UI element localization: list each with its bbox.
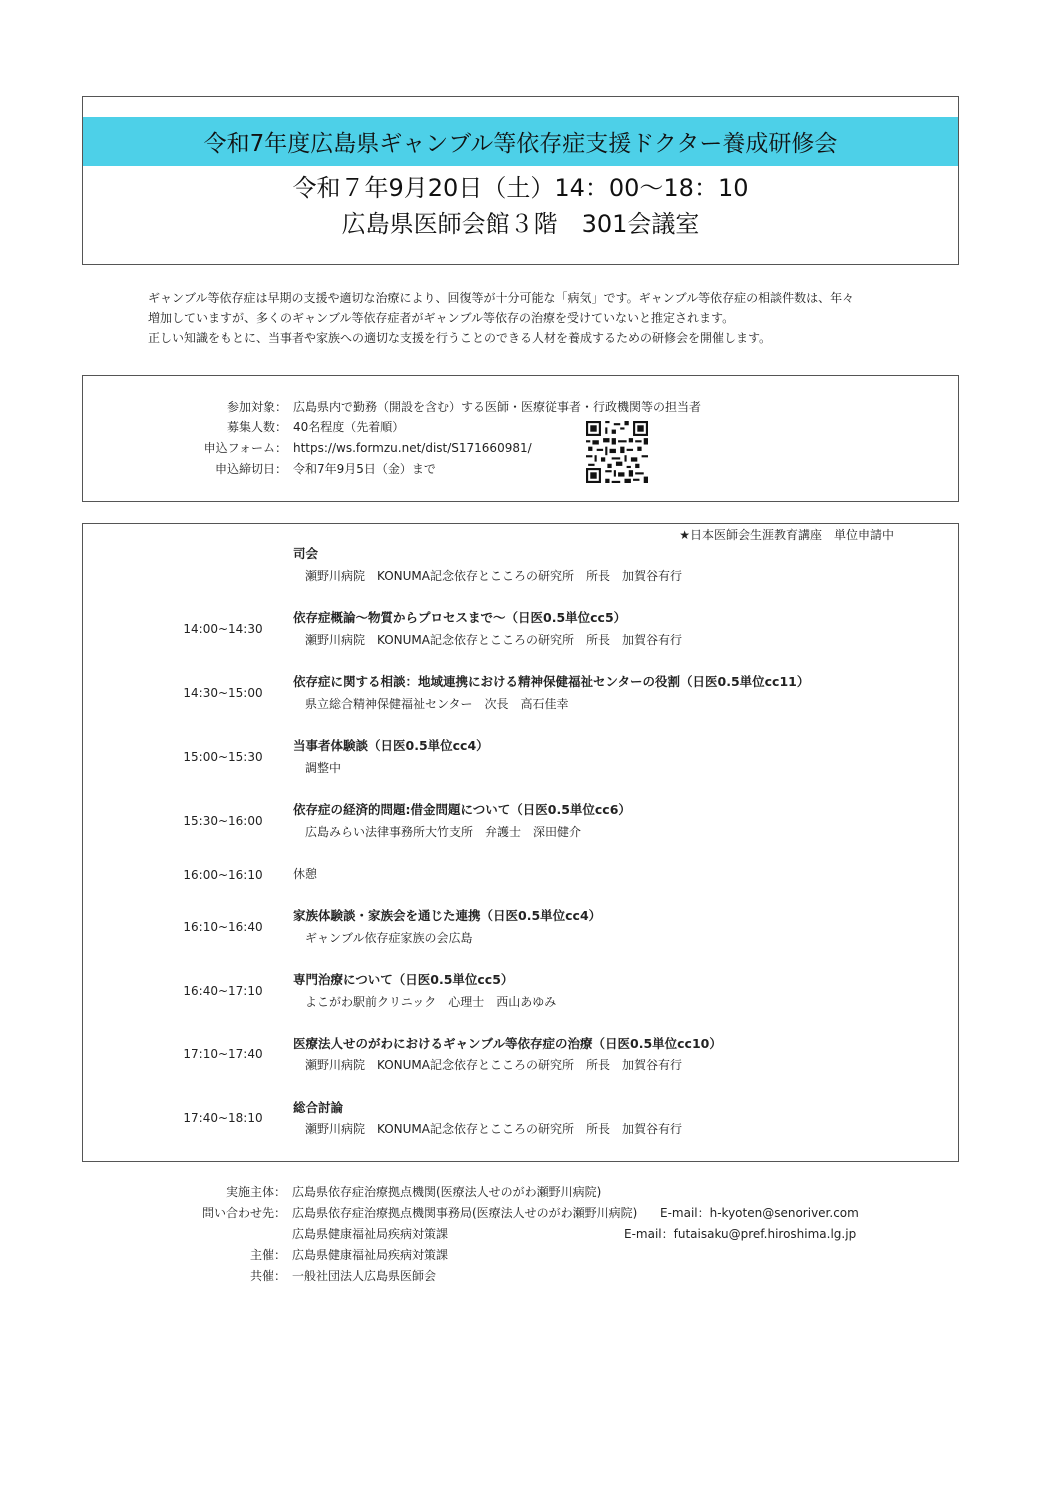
footer-value: 広島県依存症治療拠点機関(医療法人せのがわ瀬野川病院) (292, 1185, 602, 1199)
footer-label: 実施主体： (225, 1185, 286, 1199)
intro-line: 増加していますが、多くのギャンブル等依存症者がギャンブル等依存の治療を受けていないと推定されます。 (148, 311, 735, 325)
event-title: 令和7年度広島県ギャンブル等依存症支援ドクター養成研修会 (83, 117, 958, 166)
slot-time: 16:40~17:10 (183, 984, 263, 998)
slot-speaker: 広島みらい法律事務所大竹支所 弁護士 深田健介 (305, 825, 582, 839)
info-value: 広島県内で勤務（開設を含む）する医師・医療従事者・行政機関等の担当者 (293, 400, 702, 414)
slot-time: 15:00~15:30 (183, 750, 263, 764)
info-label: 参加対象： (226, 400, 287, 414)
footer-organizer (0, 1245, 1060, 1265)
slot-speaker: 調整中 (305, 761, 342, 775)
footer-contact-2 (0, 1224, 1060, 1244)
event-date-time: 令和７年9月20日（土）14：00～18：10 (292, 173, 749, 202)
slot-time: 14:00~14:30 (183, 622, 263, 636)
slot-title: 専門治療について（日医0.5単位cc5） (293, 972, 514, 987)
footer-label: 問い合わせ先： (201, 1206, 286, 1220)
slot-time: 14:30~15:00 (183, 686, 263, 700)
slot-time: 15:30~16:00 (183, 814, 263, 828)
slot-title: 司会 (293, 546, 319, 561)
slot-speaker: 瀬野川病院 KONUMA記念依存とこころの研究所 所長 加賀谷有行 (305, 1122, 682, 1136)
slot-title: 依存症概論～物質からプロセスまで～（日医0.5単位cc5） (293, 610, 627, 625)
program-schedule (82, 523, 959, 1162)
footer-value: 広島県依存症治療拠点機関事務局(医療法人せのがわ瀬野川病院) (292, 1206, 638, 1220)
slot-title: 医療法人せのがわにおけるギャンブル等依存症の治療（日医0.5単位cc10） (293, 1036, 722, 1051)
contact-email-link[interactable]: E-mail：h-kyoten@senoriver.com (660, 1206, 859, 1220)
slot-time: 17:10~17:40 (183, 1047, 263, 1061)
registration-form-link[interactable]: https://ws.formzu.net/dist/S171660981/ (293, 441, 532, 455)
event-header (82, 96, 959, 265)
intro-line: ギャンブル等依存症は早期の支援や適切な治療により、回復等が十分可能な「病気」です。ギャンブル等依存症の相談件数は、年々 (148, 291, 855, 305)
slot-break: 休憩 (293, 867, 318, 881)
footer-contact (0, 1203, 1060, 1223)
info-label: 募集人数： (226, 420, 287, 434)
footer-cosponsor (0, 1266, 1060, 1286)
intro-line: 正しい知識をもとに、当事者や家族への適切な支援を行うことのできる人材を養成するための研修会を開催します。 (148, 331, 772, 345)
slot-speaker: 瀬野川病院 KONUMA記念依存とこころの研究所 所長 加賀谷有行 (305, 633, 682, 647)
contact-email-link[interactable]: E-mail：futaisaku@pref.hiroshima.lg.jp (624, 1227, 857, 1241)
slot-title: 当事者体験談（日医0.5単位cc4） (293, 738, 489, 753)
cme-note: ★日本医師会生涯教育講座 単位申請中 (679, 528, 894, 542)
slot-speaker: よこがわ駅前クリニック 心理士 西山あゆみ (305, 995, 557, 1009)
info-label: 申込締切日： (214, 462, 287, 476)
slot-speaker: ギャンブル依存症家族の会広島 (305, 931, 473, 945)
footer-implementer (0, 1182, 1060, 1202)
slot-title: 総合討論 (293, 1100, 344, 1115)
slot-time: 17:40~18:10 (183, 1111, 263, 1125)
info-label: 申込フォーム： (203, 441, 287, 455)
slot-title: 依存症に関する相談：地域連携における精神保健福祉センターの役割（日医0.5単位cc11） (293, 674, 810, 689)
footer-value: 広島県健康福祉局疾病対策課 (292, 1227, 449, 1241)
slot-time: 16:00~16:10 (183, 868, 263, 882)
info-value: 令和7年9月5日（金）まで (293, 462, 436, 476)
info-value: 40名程度（先着順） (293, 420, 405, 434)
footer-label: 主催： (249, 1248, 286, 1262)
slot-speaker: 瀬野川病院 KONUMA記念依存とこころの研究所 所長 加賀谷有行 (305, 569, 682, 583)
slot-title: 家族体験談・家族会を通じた連携（日医0.5単位cc4） (293, 908, 602, 923)
footer-value: 広島県健康福祉局疾病対策課 (292, 1248, 449, 1262)
slot-speaker: 瀬野川病院 KONUMA記念依存とこころの研究所 所長 加賀谷有行 (305, 1058, 682, 1072)
slot-speaker: 県立総合精神保健福祉センター 次長 高石佳幸 (305, 697, 569, 711)
qr-code-icon[interactable] (586, 421, 648, 483)
event-venue: 広島県医師会館３階 301会議室 (341, 209, 700, 238)
footer-value: 一般社団法人広島県医師会 (292, 1269, 437, 1283)
slot-time: 16:10~16:40 (183, 920, 263, 934)
footer-label: 共催： (249, 1269, 286, 1283)
intro-text (148, 288, 908, 348)
registration-info (82, 375, 959, 502)
slot-title: 依存症の経済的問題:借金問題について（日医0.5単位cc6） (293, 802, 631, 817)
